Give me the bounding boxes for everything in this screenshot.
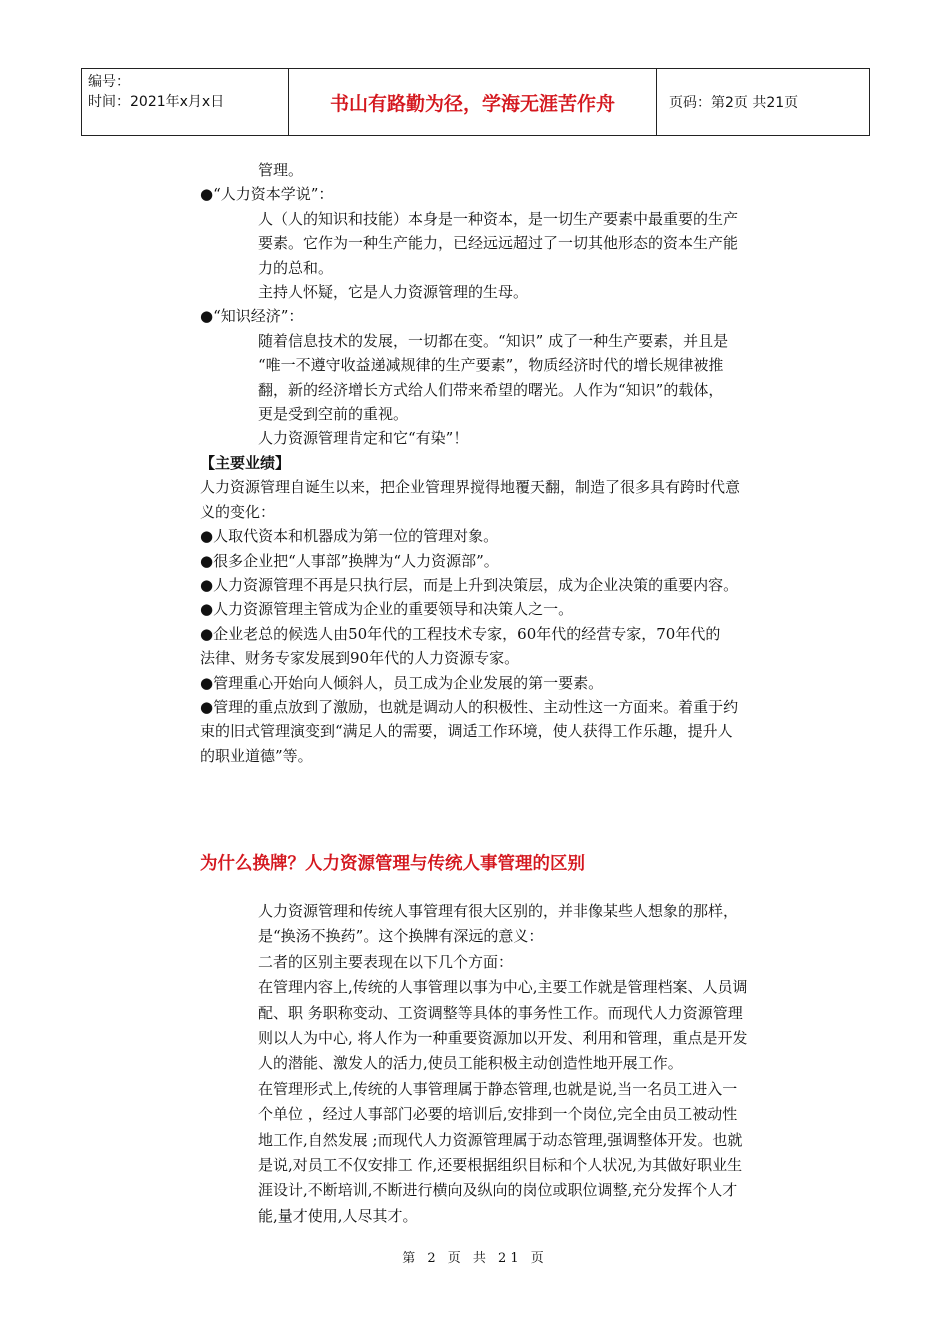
- section-line: 在管理形式上,传统的人事管理属于静态管理,也就是说,当一名员工进入一: [258, 1079, 738, 1098]
- body-line: 管理。: [258, 161, 304, 179]
- body-line: 人（人的知识和技能）本身是一种资本，是一切生产要素中最重要的生产: [258, 209, 739, 228]
- body-line: 法律、财务专家发展到90年代的人力资源专家。: [200, 649, 520, 668]
- body-line: ●人力资源管理主管成为企业的重要领导和决策人之一。: [200, 600, 574, 619]
- body-line: 人力资源管理自诞生以来，把企业管理界搅得地覆天翻，制造了很多具有跨时代意: [200, 478, 741, 497]
- section-line: 则以人为中心, 将人作为一种重要资源加以开发、利用和管理，重点是开发: [258, 1029, 748, 1048]
- body-line: ●“知识经济”：: [200, 307, 304, 326]
- time-label: 时间：2021年x月x日: [88, 94, 225, 110]
- body-line: 主持人怀疑，它是人力资源管理的生母。: [258, 283, 529, 302]
- section-line: 人力资源管理和传统人事管理有很大区别的，并非像某些人想象的那样，: [258, 902, 739, 920]
- section-line: 涯设计,不断培训,不断进行横向及纵向的岗位或职位调整,充分发挥个人才: [258, 1181, 738, 1200]
- body-line: 束的旧式管理演变到“满足人的需要，调适工作环境，使人获得工作乐趣，提升人: [200, 722, 733, 741]
- body-line: ●企业老总的候选人由50年代的工程技术专家，60年代的经营专家，70年代的: [200, 624, 721, 643]
- body-line: 要素。它作为一种生产能力，已经远远超过了一切其他形态的资本生产能: [258, 234, 739, 253]
- body-line: 翻，新的经济增长方式给人们带来希望的曙光。人作为“知识”的载体，: [258, 380, 724, 399]
- section-line: 个单位 ，经过人事部门必要的培训后,安排到一个岗位,完全由员工被动性: [258, 1105, 738, 1124]
- body-line: ●很多企业把“人事部”换牌为“人力资源部”。: [200, 551, 499, 570]
- section-line: 人的潜能、激发人的活力,使员工能积极主动创造性地开展工作。: [258, 1054, 683, 1073]
- page-footer: 第 2 页 共 21 页: [402, 1251, 548, 1266]
- body-line: “唯一不遵守收益递减规律的生产要素”，物质经济时代的增长规律被推: [258, 356, 724, 375]
- body-line: 的职业道德”等。: [200, 746, 313, 765]
- section-line: 能,量才使用,人尽其才。: [258, 1206, 418, 1225]
- body-line: ●管理的重点放到了激励，也就是调动人的积极性、主动性这一方面来。着重于约: [200, 697, 739, 716]
- section-title: 为什么换牌？人力资源管理与传统人事管理的区别: [200, 854, 585, 874]
- section-line: 配、职 务职称变动、工资调整等具体的事务性工作。而现代人力资源管理: [258, 1003, 743, 1022]
- header-info: [82, 69, 289, 136]
- body-line: ●管理重心开始向人倾斜人，员工成为企业发展的第一要素。: [200, 673, 604, 692]
- section-line: 是“换汤不换药”。这个换牌有深远的意义：: [258, 927, 544, 946]
- body-text: [200, 158, 810, 768]
- header-motto: 书山有路勤为径，学海无涯苦作舟: [289, 69, 657, 136]
- body-line: ●人力资源管理不再是只执行层，而是上升到决策层，成为企业决策的重要内容。: [200, 575, 739, 594]
- body-line: 更是受到空前的重视。: [258, 405, 409, 424]
- body-line: 人力资源管理肯定和它“有染”！: [258, 429, 469, 448]
- section-line: 二者的区别主要表现在以下几个方面：: [258, 952, 514, 971]
- section-line: 地工作,自然发展 ;而现代人力资源管理属于动态管理,强调整体开发。也就: [258, 1130, 743, 1149]
- header-page-label: 页码：第2页 共21页: [657, 69, 870, 136]
- body-line: ●人取代资本和机器成为第一位的管理对象。: [200, 527, 499, 546]
- body-line: 义的变化：: [200, 502, 276, 521]
- body-line: 【主要业绩】: [200, 453, 291, 472]
- body-line: ●“人力资本学说”：: [200, 185, 334, 204]
- section-body: [258, 899, 818, 1229]
- number-label: 编号：: [88, 74, 130, 90]
- section-line: 在管理内容上,传统的人事管理以事为中心,主要工作就是管理档案、人员调: [258, 978, 748, 997]
- body-line: 随着信息技术的发展，一切都在变。“知识” 成了一种生产要素，并且是: [258, 331, 729, 350]
- page-header: [81, 68, 870, 136]
- section-line: 是说,对员工不仅安排工 作,还要根据组织目标和个人状况,为其做好职业生: [258, 1156, 743, 1175]
- body-line: 力的总和。: [258, 258, 334, 277]
